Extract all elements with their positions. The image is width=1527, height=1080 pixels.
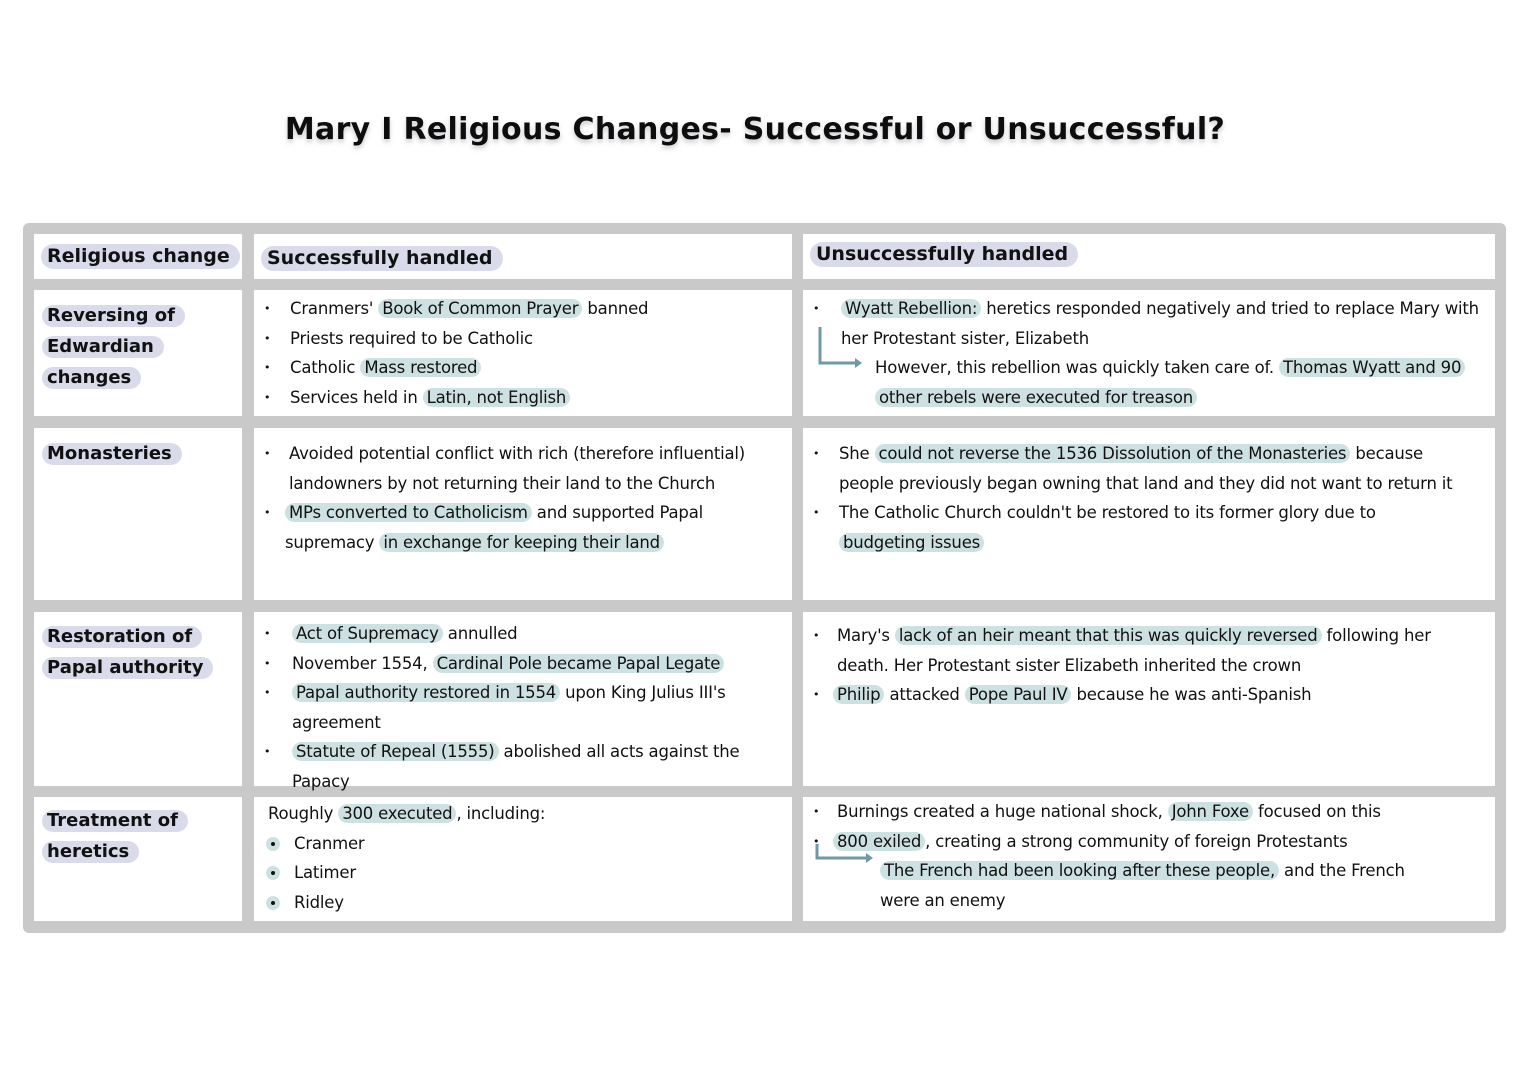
- row-label-cell-heretics: [34, 797, 242, 921]
- successful-cell-monasteries: [254, 428, 792, 600]
- list-item: • MPs converted to Catholicism and supported Papal supremacy in exchange for keeping their land: [254, 498, 782, 557]
- bullet-icon: [266, 896, 280, 910]
- executed-intro: Roughly 300 executed , including:: [268, 804, 546, 823]
- row-label-line: Papal authority: [42, 657, 213, 679]
- list-item: • Burnings created a huge national shock, John Foxe focused on this: [803, 797, 1445, 827]
- arrow-icon: [814, 842, 874, 868]
- unsuccessful-list-heretics: [803, 797, 1445, 856]
- row-label-cell-edwardian: [34, 290, 242, 416]
- comparison-table: [23, 223, 1506, 933]
- row-label-cell-papal-authority: [34, 612, 242, 786]
- executed-name-item: Cranmer: [268, 829, 792, 859]
- row-label-monasteries: [34, 428, 242, 469]
- row-label-line: heretics: [42, 841, 139, 863]
- arrow-icon: [817, 325, 865, 371]
- header-cell-religious-change: [34, 234, 242, 279]
- list-item: • Philip attacked Pope Paul IV because he was anti-Spanish: [803, 680, 1475, 710]
- successful-list-edwardian: [254, 294, 792, 412]
- unsuccessful-cell-papal-authority: [803, 612, 1495, 786]
- header-successfully-handled: Successfully handled: [261, 246, 503, 271]
- list-item: • Papal authority restored in 1554 upon King Julius III's agreement: [254, 678, 782, 737]
- list-item: • The Catholic Church couldn't be restored to its former glory due to budgeting issues: [803, 498, 1455, 557]
- row-label-line: Treatment of: [42, 810, 188, 832]
- row-label-line: Restoration of: [42, 626, 202, 648]
- unsuccessful-list-edwardian: [803, 294, 1481, 353]
- row-label-cell-monasteries: [34, 428, 242, 600]
- header-cell-successful: [254, 234, 792, 279]
- successful-list-papal-authority: [254, 619, 782, 796]
- page-title: Mary I Religious Changes- Successful or Unsuccessful?: [284, 112, 1226, 147]
- bullet-icon: [266, 837, 280, 851]
- bullet-icon: [266, 866, 280, 880]
- unsuccessful-cell-heretics: [803, 797, 1495, 921]
- list-item: • Cranmers' Book of Common Prayer banned: [254, 294, 792, 324]
- executed-name-item: Ridley: [268, 888, 792, 918]
- successful-cell-heretics: [254, 797, 792, 921]
- header-unsuccessfully-handled: Unsuccessfully handled: [810, 242, 1078, 267]
- sub-point: The French had been looking after these people, and the French were an enemy: [803, 856, 1445, 915]
- list-item: • She could not reverse the 1536 Dissolution of the Monasteries because people previously began owning that land and they did not want to return it: [803, 439, 1455, 498]
- successful-cell-papal-authority: [254, 612, 792, 791]
- list-item: • Services held in Latin, not English: [254, 383, 792, 413]
- list-item: • Act of Supremacy annulled: [254, 619, 782, 649]
- list-item: • Mary's lack of an heir meant that this was quickly reversed following her death. Her Protestant sister Elizabeth inherited the crown: [803, 621, 1475, 680]
- list-item: • 800 exiled , creating a strong community of foreign Protestants: [803, 827, 1445, 857]
- successful-cell-edwardian: [254, 290, 792, 416]
- row-label-line: Reversing of: [42, 305, 185, 327]
- list-item: • Statute of Repeal (1555) abolished all acts against the Papacy: [254, 737, 782, 796]
- executed-name-item: Latimer: [268, 858, 792, 888]
- row-label-papal-authority: [34, 612, 242, 683]
- list-item: • Catholic Mass restored: [254, 353, 792, 383]
- list-item: • Priests required to be Catholic: [254, 324, 792, 354]
- unsuccessful-list-monasteries: [803, 439, 1455, 557]
- row-label-line: Edwardian changes: [42, 336, 164, 389]
- row-label-edwardian: [34, 290, 242, 393]
- unsuccessful-cell-monasteries: [803, 428, 1495, 600]
- list-item: • November 1554, Cardinal Pole became Papal Legate: [254, 649, 782, 679]
- successful-list-monasteries: [254, 439, 782, 557]
- header-cell-unsuccessful: [803, 234, 1495, 279]
- sub-point: However, this rebellion was quickly taken care of. Thomas Wyatt and 90 other rebels were executed for treason: [803, 353, 1481, 412]
- row-label-line: Monasteries: [42, 443, 182, 465]
- list-item: • Wyatt Rebellion: heretics responded negatively and tried to replace Mary with her Protestant sister, Elizabeth: [803, 294, 1481, 353]
- unsuccessful-cell-edwardian: [803, 290, 1495, 416]
- unsuccessful-list-papal-authority: [803, 621, 1475, 710]
- list-item: • Avoided potential conflict with rich (therefore influential) landowners by not returning their land to the Church: [254, 439, 782, 498]
- row-label-heretics: [34, 797, 242, 867]
- header-religious-change: Religious change: [41, 244, 240, 269]
